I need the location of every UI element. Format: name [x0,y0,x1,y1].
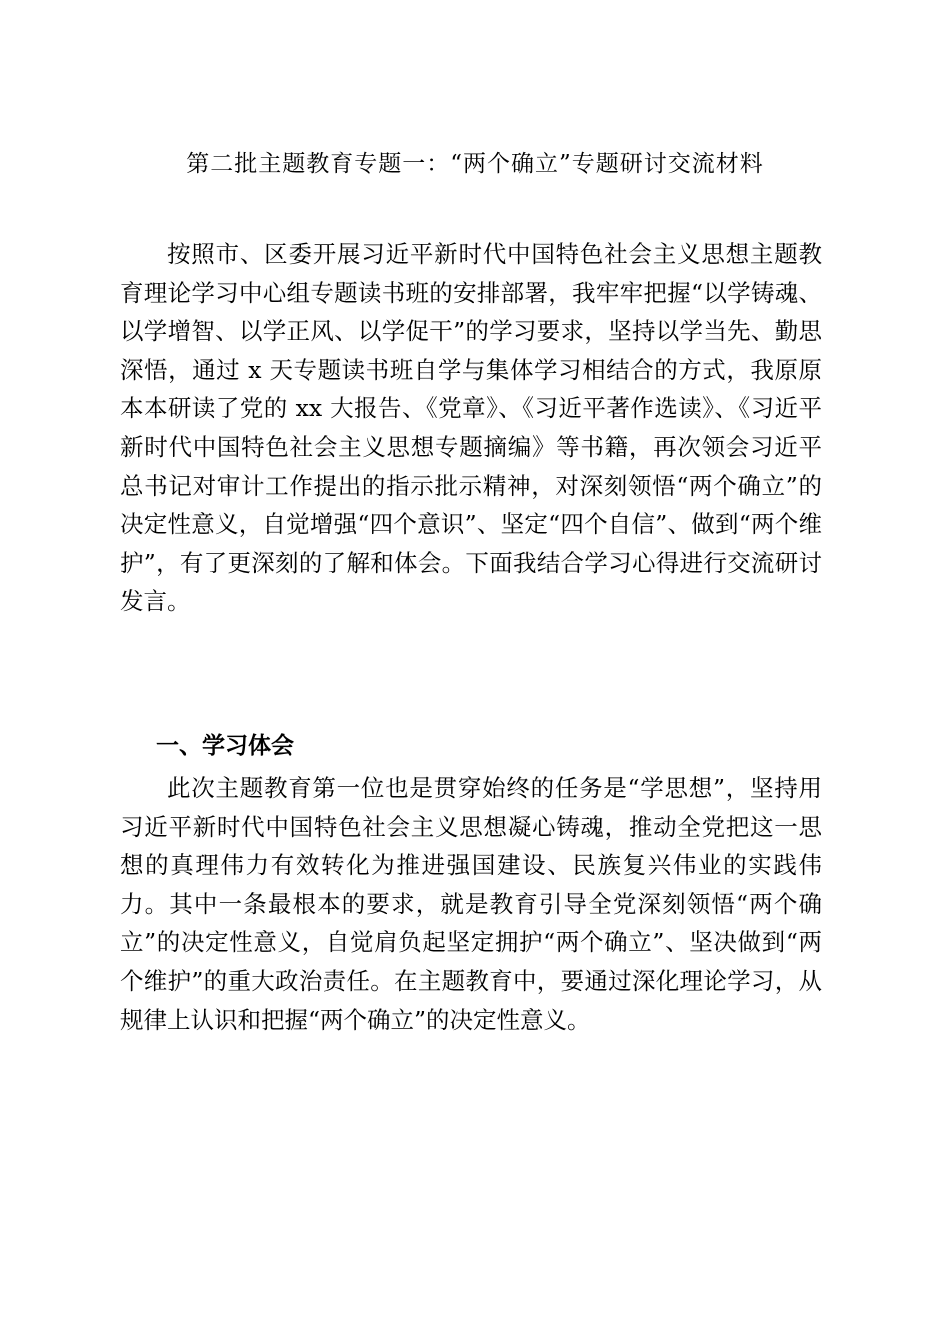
intro-paragraph: 按照市、区委开展习近平新时代中国特色社会主义思想主题教育理论学习中心组专题读书班的安排部署，我牢牢把握“以学铸魂、以学增智、以学正风、以学促干”的学习要求，坚持以学当先、勤思深悟，通过 x 天专题读书班自学与集体学习相结合的方式，我原原本本研读了党的 xx 大报告、《党章》、《习近平著作选读》、《习近平新时代中国特色社会主义思想专题摘编》等书籍，再次领会习近平总书记对审计工作提出的指示批示精神，对深刻领悟“两个确立”的决定性意义，自觉增强“四个意识”、坚定“四个自信”、做到“两个维护”，有了更深刻的了解和体会。下面我结合学习心得进行交流研讨发言。 [120,240,822,616]
section-heading: 一、学习体会 [156,733,294,759]
section-block [120,729,822,1039]
document-title: 第二批主题教育专题一：“两个确立”专题研讨交流材料 [186,151,764,177]
intro-block [120,235,822,621]
section-paragraph: 此次主题教育第一位也是贯穿始终的任务是“学思想”，坚持用习近平新时代中国特色社会主义思想凝心铸魂，推动全党把这一思想的真理伟力有效转化为推进强国建设、民族复兴伟业的实践伟力。其中一条最根本的要求，就是教育引导全党深刻领悟“两个确立”的决定性意义，自觉肩负起坚定拥护“两个确立”、坚决做到“两个维护”的重大政治责任。在主题教育中，要通过深化理论学习，从规律上认识和把握“两个确立”的决定性意义。 [120,774,822,1034]
